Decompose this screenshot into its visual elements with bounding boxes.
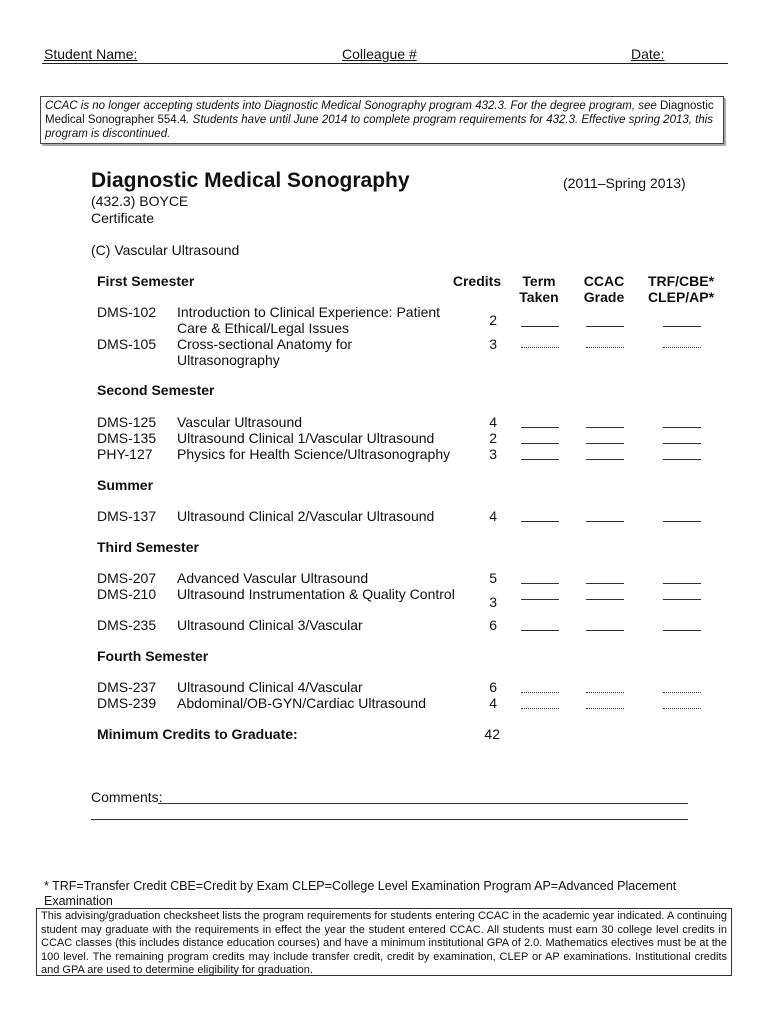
ccac-grade-blank[interactable] bbox=[586, 443, 624, 444]
term-taken-blank[interactable] bbox=[521, 347, 559, 348]
course-code: DMS-210 bbox=[97, 586, 157, 602]
course-credits: 5 bbox=[489, 570, 497, 586]
course-credits: 4 bbox=[489, 414, 497, 430]
course-name: Physics for Health Science/Ultrasonography bbox=[177, 446, 451, 462]
trf-blank[interactable] bbox=[663, 347, 701, 348]
trf-blank[interactable] bbox=[663, 583, 701, 584]
course-name: Abdominal/OB-GYN/Cardiac Ultrasound bbox=[177, 695, 426, 711]
trf-blank[interactable] bbox=[663, 443, 701, 444]
ccac-grade-blank[interactable] bbox=[586, 459, 624, 460]
ccac-grade-blank[interactable] bbox=[586, 583, 624, 584]
fourth-semester-heading: Fourth Semester bbox=[97, 648, 209, 664]
course-credits: 3 bbox=[489, 336, 497, 352]
minimum-credits-label: Minimum Credits to Graduate: bbox=[97, 726, 298, 742]
course-credits: 2 bbox=[489, 312, 497, 328]
course-name: Ultrasound Clinical 1/Vascular Ultrasound bbox=[177, 430, 435, 446]
trf-blank[interactable] bbox=[663, 326, 701, 327]
course-code: DMS-135 bbox=[97, 430, 157, 446]
trf-line2: CLEP/AP* bbox=[647, 289, 715, 305]
discontinued-notice bbox=[40, 96, 724, 144]
advising-statement: This advising/graduation checksheet lists the program requirements for students entering CCAC in the academic year indicated. A continuing student may graduate with the requirements in effect the year the student entered CCAC. All students must earn 30 college level credits in CCAC classes (this includes distance education courses) and have a minimum institutional GPA of 2.0. Mathematics electives must be at the 100 level. The remaining program credits may include transfer credit, credit by examination, CLEP or AP examinations. Institutional credits and GPA are used to determine eligibility for graduation. bbox=[36, 908, 732, 976]
term-taken-column-header bbox=[515, 273, 563, 305]
second-semester-heading: Second Semester bbox=[97, 382, 215, 398]
student-name-label: Student Name: bbox=[44, 46, 138, 62]
course-name: Vascular Ultrasound bbox=[177, 414, 303, 430]
course-name: Ultrasound Clinical 3/Vascular bbox=[177, 617, 363, 633]
ccac-grade-blank[interactable] bbox=[586, 692, 624, 693]
course-credits: 6 bbox=[489, 679, 497, 695]
course-row bbox=[97, 430, 717, 446]
comments-line-2[interactable] bbox=[91, 819, 688, 820]
term-taken-blank[interactable] bbox=[521, 326, 559, 327]
term-taken-blank[interactable] bbox=[521, 521, 559, 522]
trf-column-header bbox=[643, 273, 719, 305]
course-credits: 3 bbox=[489, 594, 497, 610]
term-taken-blank[interactable] bbox=[521, 583, 559, 584]
credits-column-header: Credits bbox=[452, 273, 502, 289]
course-row bbox=[97, 570, 717, 586]
course-row bbox=[97, 414, 717, 430]
course-code: DMS-207 bbox=[97, 570, 157, 586]
course-code: DMS-105 bbox=[97, 336, 157, 352]
course-name: Introduction to Clinical Experience: Patient Care & Ethical/Legal Issues bbox=[177, 304, 441, 336]
course-code: DMS-237 bbox=[97, 679, 157, 695]
term-taken-blank[interactable] bbox=[521, 692, 559, 693]
ccac-grade-blank[interactable] bbox=[586, 347, 624, 348]
course-credits: 4 bbox=[489, 695, 497, 711]
ccac-grade-column-header bbox=[580, 273, 628, 305]
course-code: DMS-239 bbox=[97, 695, 157, 711]
summer-heading: Summer bbox=[97, 477, 154, 493]
ccac-grade-line2: Grade bbox=[583, 289, 625, 305]
course-code: PHY-127 bbox=[97, 446, 153, 462]
term-taken-blank[interactable] bbox=[521, 427, 559, 428]
minimum-credits-value: 42 bbox=[484, 726, 500, 742]
course-row bbox=[97, 617, 717, 633]
header-rule bbox=[42, 63, 728, 64]
trf-line1: TRF/CBE* bbox=[647, 273, 715, 289]
term-taken-line1: Term bbox=[522, 273, 556, 289]
trf-blank[interactable] bbox=[663, 427, 701, 428]
course-row bbox=[97, 336, 717, 368]
course-row bbox=[97, 679, 717, 695]
program-term: (2011–Spring 2013) bbox=[563, 175, 686, 191]
trf-blank[interactable] bbox=[663, 708, 701, 709]
course-code: DMS-102 bbox=[97, 304, 157, 320]
comments-line-1[interactable] bbox=[158, 803, 688, 804]
course-row bbox=[97, 304, 717, 336]
footnote: * TRF=Transfer Credit CBE=Credit by Exam CLEP=College Level Examination Program AP=Advanced Placement Examination bbox=[44, 879, 677, 908]
program-type: Certificate bbox=[91, 210, 155, 226]
trf-blank[interactable] bbox=[663, 630, 701, 631]
course-credits: 4 bbox=[489, 508, 497, 524]
trf-blank[interactable] bbox=[663, 521, 701, 522]
course-credits: 2 bbox=[489, 430, 497, 446]
ccac-grade-blank[interactable] bbox=[586, 326, 624, 327]
course-name: Ultrasound Instrumentation & Quality Control bbox=[177, 586, 455, 602]
course-credits: 3 bbox=[489, 446, 497, 462]
course-row bbox=[97, 508, 717, 524]
ccac-grade-line1: CCAC bbox=[583, 273, 625, 289]
course-code: DMS-125 bbox=[97, 414, 157, 430]
course-row bbox=[97, 695, 717, 711]
course-row bbox=[97, 586, 717, 610]
term-taken-blank[interactable] bbox=[521, 630, 559, 631]
course-credits: 6 bbox=[489, 617, 497, 633]
term-taken-blank[interactable] bbox=[521, 459, 559, 460]
comments-label: Comments: bbox=[91, 789, 163, 805]
ccac-grade-blank[interactable] bbox=[586, 599, 624, 600]
notice-program-link: Diagnostic Medical Sonographer 554.4 bbox=[45, 100, 714, 126]
course-name: Ultrasound Clinical 2/Vascular Ultrasound bbox=[177, 508, 435, 524]
first-semester-heading: First Semester bbox=[97, 273, 195, 289]
program-concentration: (C) Vascular Ultrasound bbox=[91, 242, 240, 258]
notice-text-1: CCAC is no longer accepting students into Diagnostic Medical Sonography program 432.3. For the degree program, see bbox=[45, 100, 660, 112]
trf-blank[interactable] bbox=[663, 599, 701, 600]
trf-blank[interactable] bbox=[663, 459, 701, 460]
course-name: Ultrasound Clinical 4/Vascular bbox=[177, 679, 363, 695]
notice-text-2: . Students have until June 2014 to complete program requirements for 432.3. Effective spring 2013, this program is discontinued. bbox=[45, 114, 714, 140]
term-taken-blank[interactable] bbox=[521, 708, 559, 709]
third-semester-heading: Third Semester bbox=[97, 539, 199, 555]
date-label: Date: bbox=[631, 46, 665, 62]
program-code: (432.3) BOYCE bbox=[91, 193, 189, 209]
trf-blank[interactable] bbox=[663, 692, 701, 693]
course-row bbox=[97, 446, 717, 462]
course-name: Advanced Vascular Ultrasound bbox=[177, 570, 369, 586]
ccac-grade-blank[interactable] bbox=[586, 708, 624, 709]
course-code: DMS-137 bbox=[97, 508, 157, 524]
ccac-grade-blank[interactable] bbox=[586, 521, 624, 522]
course-code: DMS-235 bbox=[97, 617, 157, 633]
colleague-number-label: Colleague # bbox=[342, 46, 417, 62]
course-name: Cross-sectional Anatomy for Ultrasonography bbox=[177, 336, 353, 368]
ccac-grade-blank[interactable] bbox=[586, 630, 624, 631]
term-taken-blank[interactable] bbox=[521, 443, 559, 444]
program-title: Diagnostic Medical Sonography bbox=[91, 169, 410, 192]
term-taken-blank[interactable] bbox=[521, 599, 559, 600]
ccac-grade-blank[interactable] bbox=[586, 427, 624, 428]
term-taken-line2: Taken bbox=[519, 289, 559, 305]
